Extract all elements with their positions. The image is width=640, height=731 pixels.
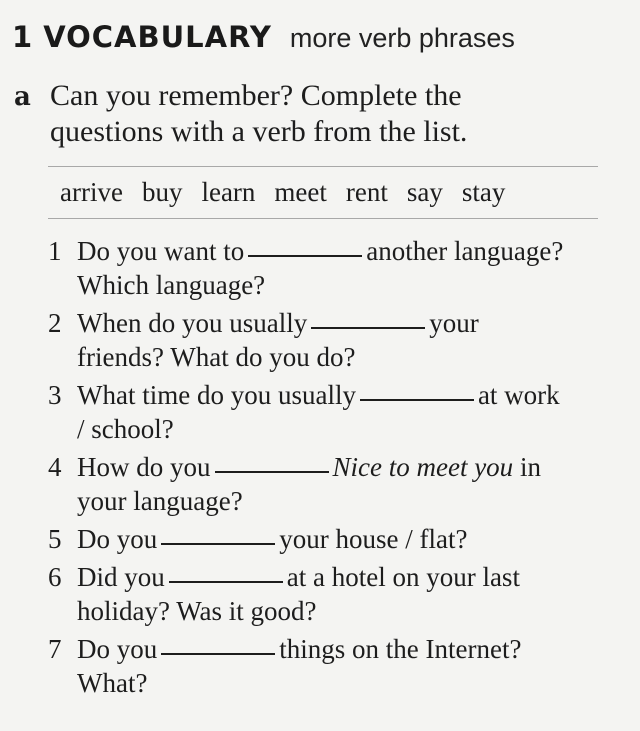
answer-blank[interactable]	[215, 471, 329, 473]
question-italic-phrase: Nice to meet you	[332, 452, 514, 482]
word-box-top-rule	[48, 166, 598, 167]
section-heading	[12, 20, 515, 54]
question-list	[48, 234, 628, 704]
word-list	[60, 174, 505, 210]
question-text: Do you	[77, 634, 158, 664]
answer-blank[interactable]	[161, 543, 275, 545]
question-text: at a hotel on your last	[286, 562, 520, 592]
question-number: 5	[48, 524, 62, 554]
question-text: holiday? Was it good?	[77, 596, 317, 626]
word-list-item: meet	[274, 177, 327, 207]
section-subtitle: more verb phrases	[289, 23, 515, 53]
question-number: 4	[48, 452, 62, 482]
question-text: When do you usually	[77, 308, 308, 338]
instruction-line: questions with a verb from the list.	[50, 115, 468, 148]
question-text: your	[429, 308, 479, 338]
question-text: Do you want to	[77, 236, 245, 266]
question-text: Which language?	[77, 270, 266, 300]
question-item	[48, 560, 628, 628]
word-list-item: arrive	[60, 177, 123, 207]
question-text: friends? What do you do?	[77, 342, 356, 372]
answer-blank[interactable]	[248, 255, 362, 257]
question-number: 6	[48, 562, 62, 592]
word-list-item: buy	[141, 177, 183, 207]
answer-blank[interactable]	[169, 581, 283, 583]
question-number: 7	[48, 634, 62, 664]
answer-blank[interactable]	[360, 399, 474, 401]
question-text: / school?	[77, 414, 174, 444]
question-number: 3	[48, 380, 62, 410]
question-item	[48, 306, 628, 374]
section-title: VOCABULARY	[43, 20, 272, 54]
word-list-item: say	[406, 177, 443, 207]
question-text: your house / flat?	[279, 524, 468, 554]
question-text: at work	[477, 380, 560, 410]
question-text: What time do you usually	[77, 380, 356, 410]
question-item	[48, 450, 628, 518]
answer-blank[interactable]	[161, 653, 275, 655]
question-item	[48, 522, 628, 556]
question-text: How do you	[77, 452, 211, 482]
question-item	[48, 378, 628, 446]
question-text: Did you	[77, 562, 165, 592]
question-text: in	[519, 452, 541, 482]
question-text: things on the Internet?	[279, 634, 522, 664]
question-item	[48, 632, 628, 700]
exercise-letter: a	[14, 82, 31, 112]
question-number: 2	[48, 308, 62, 338]
question-number: 1	[48, 236, 62, 266]
instruction-line: Can you remember? Complete the	[50, 79, 462, 112]
word-list-item: learn	[201, 177, 256, 207]
question-text: Do you	[77, 524, 158, 554]
question-text: What?	[77, 668, 148, 698]
answer-blank[interactable]	[311, 327, 425, 329]
question-text: another language?	[366, 236, 564, 266]
word-list-item: rent	[345, 177, 388, 207]
section-number: 1	[12, 20, 34, 54]
question-text: your language?	[77, 486, 243, 516]
exercise-instruction	[50, 78, 610, 150]
question-item	[48, 234, 628, 302]
word-box-bottom-rule	[48, 218, 598, 219]
word-list-item: stay	[461, 177, 506, 207]
